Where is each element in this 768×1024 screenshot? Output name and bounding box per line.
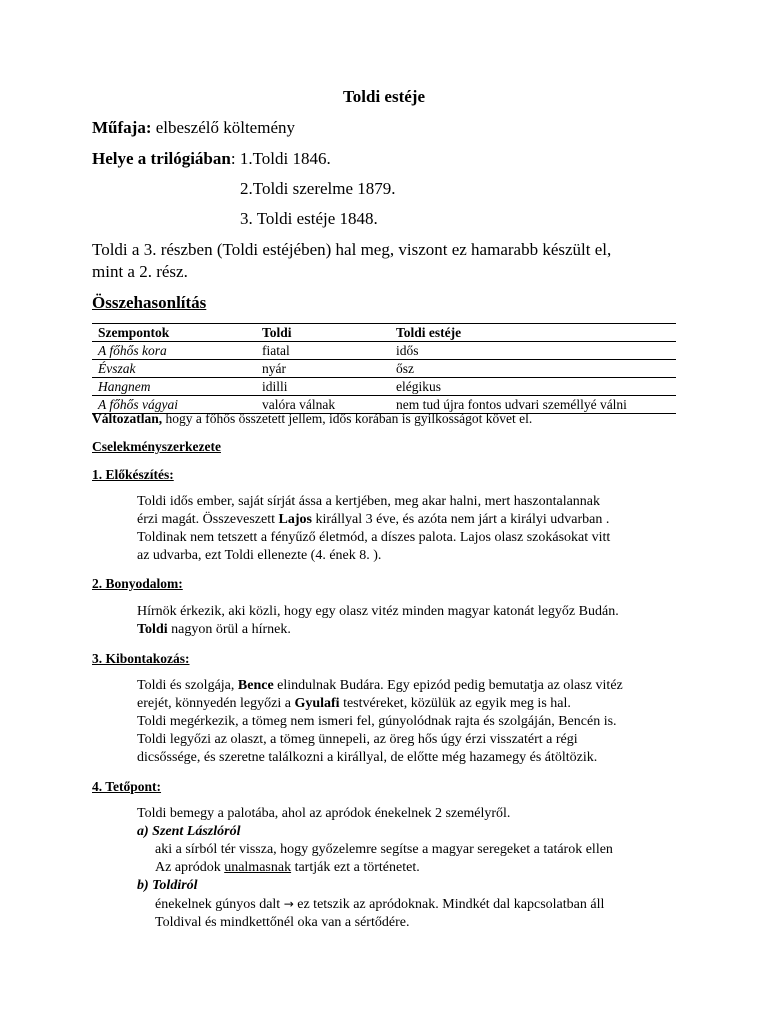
table-cell: idilli: [256, 378, 390, 396]
table-cell: Évszak: [92, 360, 256, 378]
section-2-line: [137, 621, 619, 639]
helye-item-2: 2.Toldi szerelme 1879.: [240, 179, 396, 198]
table-row: [92, 360, 676, 378]
toldi-bold: Toldi: [137, 622, 168, 637]
section-1-heading: 1. Előkészítés:: [92, 467, 174, 482]
intro-line-2: mint a 2. rész.: [92, 262, 188, 281]
table-cell: nem tud újra fontos udvari személlyé válni: [390, 396, 676, 414]
table-cell: valóra válnak: [256, 396, 390, 414]
intro-line-1: Toldi a 3. részben (Toldi estéjében) hal meg, viszont ez hamarabb készült el,: [92, 240, 612, 259]
table-cell: nyár: [256, 360, 390, 378]
helye-item-1: 1.Toldi 1846.: [239, 149, 331, 168]
table-cell: A főhős kora: [92, 342, 256, 360]
cselekmeny-heading: Cselekményszerkezete: [92, 439, 221, 454]
table-cell: elégikus: [390, 378, 676, 396]
table-row: [92, 342, 676, 360]
mufaja-line: [92, 118, 295, 138]
table-row: [92, 378, 676, 396]
text-span: érzi magát. Összeveszett: [137, 512, 279, 527]
table-cell: A főhős vágyai: [92, 396, 256, 414]
table-header-cell: Toldi: [256, 324, 390, 342]
section-4-body: [137, 805, 613, 932]
arrow-right-icon: →: [283, 897, 294, 911]
section-4-line: Toldi bemegy a palotába, ahol az apródok énekelnek 2 személyről.: [137, 806, 511, 821]
valtozatlan-line: [92, 411, 532, 427]
text-span: erejét, könnyedén legyőzi a: [137, 696, 295, 711]
section-3-line: [137, 677, 623, 695]
valtozatlan-rest: hogy a főhős összetett jellem, idős korában is gyilkosságot követ el.: [162, 411, 533, 426]
section-3-body: [137, 677, 623, 767]
section-1-body: [137, 493, 610, 565]
section-4-line: [137, 859, 613, 877]
section-3-heading: 3. Kibontakozás:: [92, 651, 190, 666]
helye-line: [92, 149, 331, 169]
section-1-line: Toldi idős ember, saját sírját ássa a kertjében, meg akar halni, mert haszontalannak: [137, 494, 601, 509]
table-cell: idős: [390, 342, 676, 360]
comparison-table: [92, 323, 676, 414]
table-header-cell: Toldi estéje: [390, 324, 676, 342]
helye-sep: :: [230, 149, 240, 168]
text-span: királlyal 3 éve, és azóta nem járt a királyi udvarban .: [311, 512, 610, 527]
page-title: Toldi estéje: [342, 87, 425, 106]
text-span: elindulnak Budára. Egy epizód pedig bemutatja az olasz vitéz: [273, 678, 623, 693]
mufaja-label: Műfaja:: [92, 118, 152, 137]
bence-bold: Bence: [237, 678, 274, 693]
section-1-line: Toldinak nem tetszett a fényűző életmód, a díszes palota. Lajos olasz szokásokat vitt: [137, 530, 611, 545]
section-3-line: Toldi megérkezik, a tömeg nem ismeri fel, gúnyolódnak rajta és szolgáján, Bencén is.: [137, 714, 617, 729]
section-2-heading: 2. Bonyodalom:: [92, 576, 183, 591]
text-span: énekelnek gúnyos dalt: [155, 897, 284, 912]
section-1-line: az udvarba, ezt Toldi ellenezte (4. ének 8. ).: [137, 548, 382, 563]
text-span: ez tetszik az apródoknak. Mindkét dal kapcsolatban áll: [293, 897, 605, 912]
table-cell: fiatal: [256, 342, 390, 360]
helye-label: Helye a trilógiában: [92, 149, 231, 168]
section-4-line: Toldival és mindkettőnél oka van a sértődére.: [155, 915, 410, 930]
unalmasnak-underlined: unalmasnak: [224, 860, 292, 875]
section-3-line: dicsőssége, és szeretne találkozni a királlyal, de előtte még hazamegy és átöltözik.: [137, 750, 598, 765]
text-span: Az apródok: [155, 860, 225, 875]
text-span: testvéreket, közülük az egyik meg is hal.: [339, 696, 571, 711]
gyulafi-bold: Gyulafi: [294, 696, 340, 711]
text-span: tartják ezt a történetet.: [291, 860, 420, 875]
section-4-heading: 4. Tetőpont:: [92, 779, 162, 794]
section-3-line: [137, 695, 623, 713]
section-1-line: [137, 511, 610, 529]
table-header-row: [92, 324, 676, 342]
text-span: nagyon örül a hírnek.: [167, 622, 291, 637]
valtozatlan-bold: Változatlan,: [92, 411, 163, 426]
section-4-line: aki a sírból tér vissza, hogy győzelemre segítse a magyar seregeket a tatárok ellen: [155, 842, 613, 857]
table-header-cell: Szempontok: [92, 324, 256, 342]
helye-item-3: 3. Toldi estéje 1848.: [240, 209, 378, 228]
mufaja-value: elbeszélő költemény: [151, 118, 295, 137]
lajos-bold: Lajos: [278, 512, 312, 527]
section-4-a-label: a) Szent Lászlóról: [137, 824, 241, 839]
text-span: Toldi és szolgája,: [137, 678, 238, 693]
table-cell: ősz: [390, 360, 676, 378]
table-cell: Hangnem: [92, 378, 256, 396]
osszehasonlitas-heading: Összehasonlítás: [92, 293, 207, 312]
section-2-line: Hírnök érkezik, aki közli, hogy egy olasz vitéz minden magyar katonát legyőz Budán.: [137, 604, 619, 619]
section-4-line: [137, 895, 613, 914]
section-3-line: Toldi legyőzi az olaszt, a tömeg ünnepeli, az öreg hős úgy érzi visszatért a régi: [137, 732, 578, 747]
section-4-b-label: b) Toldiról: [137, 878, 198, 893]
section-2-body: [137, 603, 619, 639]
